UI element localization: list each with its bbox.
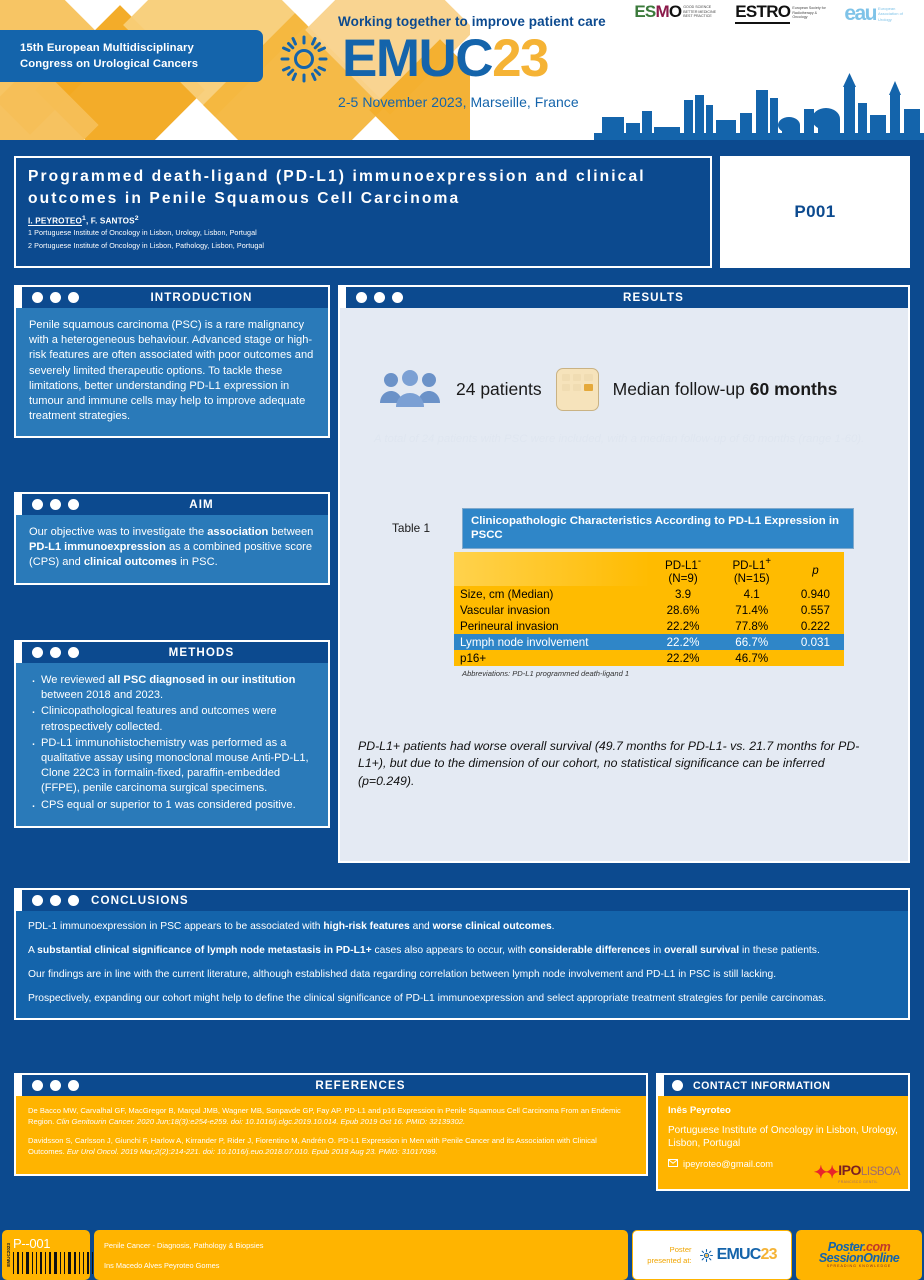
sunburst-icon [280,35,328,83]
envelope-icon [668,1159,678,1169]
footer-postersessiononline-logo[interactable] [796,1230,922,1280]
ipo-mark-icon: ✦✦ [813,1163,837,1182]
table-cell: 0.222 [800,619,830,633]
table-title: Clinicopathologic Characteristics According to PD-L1 Expression in PSCC [462,508,854,549]
contact-body [658,1096,908,1189]
table-row [454,618,844,634]
mini-sunburst-icon [700,1249,713,1262]
table-cell [787,650,844,666]
section-references [14,1073,648,1176]
footer-vertical-label: EMUC2023 [6,1243,11,1267]
header-tagline: Working together to improve patient care [338,14,606,29]
conclusion-paragraph: Our findings are in line with the current literature, although established data regarding correlation between lymph node involvement and PD-L1 in PSC is still lacking. [28,968,777,980]
reference-item: De Bacco MW, Carvalhal GF, MacGregor B, Marçal JMB, Wagner MB, Sonpavde GP, Fay AP. PD-L1 and p16 Expression in Penile Squamous Cell Carcinoma From an Endemic Region. Clin Genitourin Cancer. 2020 Jun;18(3):e254-e259. doi: 10.1016/j.clgc.2019.10.014. Epub 2019 Oct 16. PMID: 32139302. [28,1106,621,1126]
results-paragraph: PD-L1+ patients had worse overall survival (49.7 months for PD-L1- vs. 21.7 months for PD-L1+), but due to the dimension of our cohort, no statistical significance can be inferred (p=0.249). [358,739,860,788]
section-results [338,285,910,863]
results-heading: RESULTS [623,291,684,304]
table-cell: 28.6% [666,603,700,617]
table-cell: Perineural invasion [460,619,559,633]
emuc-wordmark [342,29,549,88]
poster-code-box [720,156,910,268]
eau-logo [844,2,916,26]
section-dots-icon [32,647,79,658]
author-primary: I. PEYROTEO [28,217,82,227]
table-col-header [454,552,650,586]
conclusions-body [16,911,908,1018]
stat-followup-value: 60 months [749,379,838,399]
emuc-logo [280,29,549,88]
psol-line2: SessionOnline [818,1250,900,1265]
table-cell: 3.9 [674,587,692,601]
title-box [14,156,712,268]
table-cell: 4.1 [743,587,760,601]
table-cell: 46.7% [735,651,769,665]
calendar-icon [556,368,599,411]
table-cell: 66.7% [735,635,769,649]
aim-body [16,515,328,583]
table-cell: 0.557 [800,603,830,617]
congress-name-line2: Congress on Urological Cancers [20,58,199,70]
section-dots-icon [32,292,79,303]
contact-affiliation: Portuguese Institute of Oncology in Lisbon, Urology, Lisbon, Portugal [668,1125,898,1150]
contact-name: Inês Peyroteo [668,1105,731,1116]
footer-presenter: Ins Macedo Alves Peyroteo Gomes [104,1260,220,1270]
section-methods [14,640,330,828]
estro-logo-sub: European Society for Radiotherapy & Oncology [792,6,826,20]
table-cell: 22.2% [666,635,700,649]
section-dots-icon [356,292,403,303]
table-col-header: PD-L1- (N=9) [665,555,702,585]
methods-list-item: · PD-L1 immunohistochemistry was performed as a qualitative assay using monoclonal mouse Anti-PD-L1, Clone 22C3 in formalin-fixed, paraffin-embedded (FFPE), penile carcinoma surgical specimens. [29,736,315,797]
emuc-wordmark-year: 23 [492,29,549,88]
methods-list-item: · Clinicopathological features and outcomes were retrospectively collected. [29,704,315,734]
section-dots-icon [32,499,79,510]
footer-presented-block [632,1230,792,1280]
table-row [454,634,844,650]
results-faint-note: A total of 24 patients with PSC were included, with a median follow-up of 60 months (range 1-60). [374,433,865,445]
introduction-heading: INTRODUCTION [150,291,253,304]
estro-logo [735,2,832,24]
section-introduction [14,285,330,438]
introduction-text: Penile squamous carcinoma (PSC) is a rare malignancy with a heterogeneous behaviour. Advanced stage or high-risk features are often associated with poor outcomes and severely limited therapeutic options. To tackle these limitations, better understanding PD-L1 expression in tumour and immune cells may help to improve adequate treatment strategies. [29,319,314,423]
people-icon [378,370,442,410]
ipo-logo-sub: LISBOA [860,1165,900,1178]
table-cell: 71.4% [735,603,769,617]
methods-heading: METHODS [168,646,235,659]
ipo-logo-tag: FRANCISCO GENTIL [838,1180,878,1184]
aim-heading: AIM [189,498,214,511]
eau-logo-mark: eau [844,2,876,25]
section-dot-icon [672,1080,683,1091]
table-body [454,586,844,666]
footer-poster-number: P--001 [13,1236,51,1251]
author-list [28,215,698,226]
conclusion-paragraph: Prospectively, expanding our cohort might help to define the clinical significance of PD-L1 immunoexpression and select appropriate treatment strategies for penile carcinomas. [28,992,827,1004]
footer-emuc-main: EMUC [716,1246,761,1263]
congress-name-badge [0,30,263,82]
contact-heading: CONTACT INFORMATION [693,1079,831,1092]
society-logos [634,2,916,26]
table-cell: 0.940 [800,587,830,601]
section-aim [14,492,330,585]
table-row [454,586,844,602]
footer-code-block [2,1230,90,1280]
table-cell: 22.2% [666,651,700,665]
footer-presented-line1: Poster [669,1244,692,1254]
introduction-body [16,308,328,436]
section-dots-icon [32,1080,79,1091]
affiliation-1: 1 Portuguese Institute of Oncology in Lisbon, Urology, Lisbon, Portugal [28,228,257,238]
methods-list-item: · We reviewed all PSC diagnosed in our institution between 2018 and 2023. [29,673,315,703]
table-header-row [454,552,844,586]
section-dots-icon [32,895,79,906]
emuc-wordmark-main: EMUC [342,29,493,88]
table-cell: 77.8% [735,619,769,633]
table-row [454,650,844,666]
footer-meta-block [94,1230,628,1280]
references-heading: REFERENCES [315,1079,406,1092]
methods-list [29,673,315,813]
contact-email[interactable]: ipeyroteo@gmail.com [683,1158,774,1169]
author-secondary-sup: 2 [134,215,139,223]
section-conclusions [14,888,910,1020]
author-secondary: , F. SANTOS [85,217,135,227]
psol-tagline: SPREADING KNOWLEDGE [826,1264,892,1269]
table-cell: 0.031 [800,635,830,649]
congress-name-line1: 15th European Multidisciplinary [20,41,194,54]
table-cell: Lymph node involvement [460,635,589,649]
footer-top-strip [0,1222,924,1230]
footer-presented-line2: presented at: [647,1256,692,1265]
stat-patients-label: 24 patients [456,379,542,399]
stat-followup-label [613,379,838,400]
poster-footer [0,1230,924,1280]
table-abbreviations: Abbreviations: PD-L1 programmed death-ligand 1 [462,669,630,679]
ipo-logo-main: IPO [838,1162,861,1178]
conclusion-paragraph: PDL-1 immunoexpression in PSC appears to be associated with high-risk features and worse clinical outcomes. [28,921,555,932]
table-label: Table 1 [392,521,431,536]
poster-code: P001 [794,202,836,221]
esmo-logo: ESMO GOOD SCIENCE BETTER MEDICINE BEST PRACTICE [634,2,723,22]
table-head [454,552,844,586]
page-title: Programmed death-ligand (PD-L1) immunoexpression and clinical outcomes in Penile Squamous Cell Carcinoma [28,168,646,208]
psol-domain: .com [863,1240,891,1255]
table-cell: Size, cm (Median) [460,587,554,601]
methods-list-item: · CPS equal or superior to 1 was considered positive. [29,798,315,813]
affiliation-2: 2 Portuguese Institute of Oncology in Lisbon, Pathology, Lisbon, Portugal [28,240,265,250]
table-col-header: p [812,563,819,577]
table-row [454,602,844,618]
results-stats-row [378,368,892,411]
author-primary-sup: 1 [81,215,86,223]
conclusions-heading: CONCLUSIONS [91,894,189,907]
table-cell: Vascular invasion [460,603,551,617]
results-table-wrap [392,508,854,678]
table-cell: 22.2% [666,619,700,633]
reference-item: Davidsson S, Carlsson J, Giunchi F, Harlow A, Kirrander P, Rider J, Fiorentino M, Andrén O. PD-L1 Expression in Men with Penile Cancer and its Association with Clinical Outcomes. Eur Urol Oncol. 2019 Mar;2(2):214-221. doi: 10.1016/j.euo.2018.07.010. Epub 2018 Aug 23. PMID: 31017099. [28,1136,597,1156]
psol-line1: Poster [827,1240,864,1255]
esmo-logo-sub: GOOD SCIENCE BETTER MEDICINE BEST PRACTICE [683,5,716,19]
ipo-logo [814,1162,900,1184]
clinicopathologic-table [454,552,844,666]
table-col-header: PD-L1+ (N=15) [732,555,771,585]
results-body [340,308,908,861]
event-date: 2-5 November 2023, Marseille, France [338,94,579,110]
section-contact [656,1073,910,1191]
aim-text: Our objective was to investigate the association between PD-L1 immunoexpression as a combined positive score (CPS) and clinical outcomes in PSC. [29,526,314,569]
methods-body [16,663,328,826]
table-cell: p16+ [460,651,487,665]
footer-emuc-logo [700,1246,777,1264]
references-body [16,1096,646,1174]
eau-logo-sub: European Association of Urology [878,6,903,22]
stat-followup-prefix: Median follow-up [612,379,750,399]
marseille-skyline-graphic [594,65,924,140]
title-row [14,156,910,268]
footer-topic: Penile Cancer - Diagnosis, Pathology & Biopsies [104,1240,264,1250]
footer-emuc-year: 23 [760,1246,777,1263]
estro-logo-mark: ESTRO [735,2,790,24]
conclusion-paragraph: A substantial clinical significance of lymph node metastasis in PD-L1+ cases also appears to occur, with considerable differences in overall survival in these patients. [28,944,820,956]
poster-header [0,0,924,140]
